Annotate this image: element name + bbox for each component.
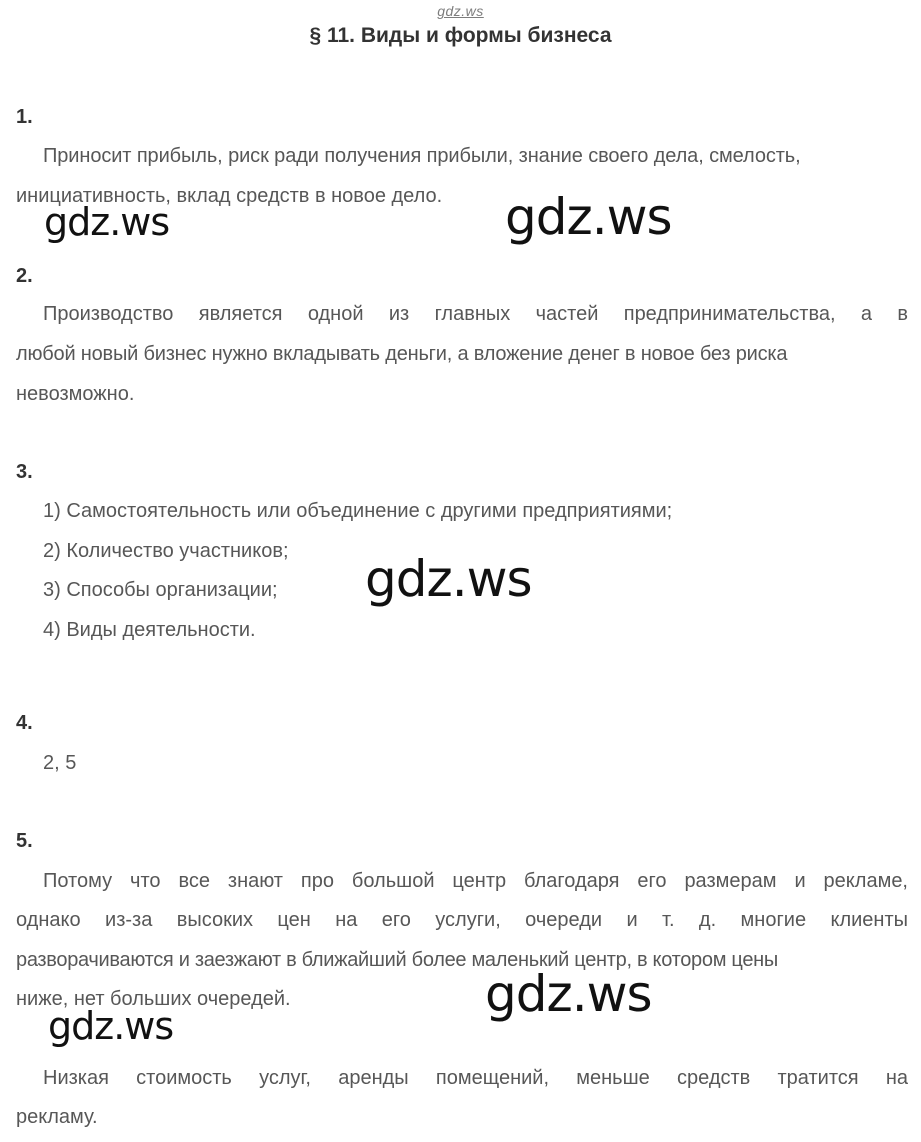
answer-3-item-1: 1) Самостоятельность или объединение с другими предприятиями; bbox=[43, 500, 673, 522]
answer-5-line-5: Низкая стоимость услуг, аренды помещений, меньше средств тратится на bbox=[43, 1067, 908, 1089]
answer-3-item-4: 4) Виды деятельности. bbox=[43, 619, 256, 641]
answer-1-line-2: инициативность, вклад средств в новое дело. bbox=[16, 185, 443, 207]
answer-2-line-2: любой новый бизнес нужно вкладывать деньги, а вложение денег в новое без риска bbox=[16, 343, 788, 365]
watermark-3: gdz.ws bbox=[365, 550, 532, 608]
answer-2-line-1: Производство является одной из главных частей предпринимательства, а в bbox=[43, 303, 908, 325]
watermark-2: gdz.ws bbox=[505, 188, 672, 246]
watermark-5: gdz.ws bbox=[48, 1004, 174, 1048]
answer-5-line-3: разворачиваются и заезжают в ближайший более маленький центр, в котором цены bbox=[16, 949, 778, 971]
answer-number-3: 3. bbox=[16, 461, 33, 483]
answer-number-4: 4. bbox=[16, 712, 33, 734]
answer-3-item-3: 3) Способы организации; bbox=[43, 579, 278, 601]
answer-5-line-2: однако из-за высоких цен на его услуги, очереди и т. д. многие клиенты bbox=[16, 909, 908, 931]
answer-2-line-3: невозможно. bbox=[16, 383, 135, 405]
answer-4-text: 2, 5 bbox=[43, 752, 77, 774]
watermark-top: gdz.ws bbox=[437, 3, 484, 19]
page-title: § 11. Виды и формы бизнеса bbox=[309, 24, 612, 47]
answer-3-item-2: 2) Количество участников; bbox=[43, 540, 289, 562]
answer-5-line-6: рекламу. bbox=[16, 1106, 98, 1128]
watermark-1: gdz.ws bbox=[44, 200, 170, 244]
answer-number-2: 2. bbox=[16, 265, 33, 287]
answer-1-line-1: Приносит прибыль, риск ради получения прибыли, знание своего дела, смелость, bbox=[43, 145, 801, 167]
answer-number-1: 1. bbox=[16, 106, 33, 128]
answer-5-line-1: Потому что все знают про большой центр благодаря его размерам и рекламе, bbox=[43, 870, 908, 892]
answer-number-5: 5. bbox=[16, 830, 33, 852]
answer-5-line-4: ниже, нет больших очередей. bbox=[16, 988, 291, 1010]
watermark-4: gdz.ws bbox=[485, 965, 652, 1023]
